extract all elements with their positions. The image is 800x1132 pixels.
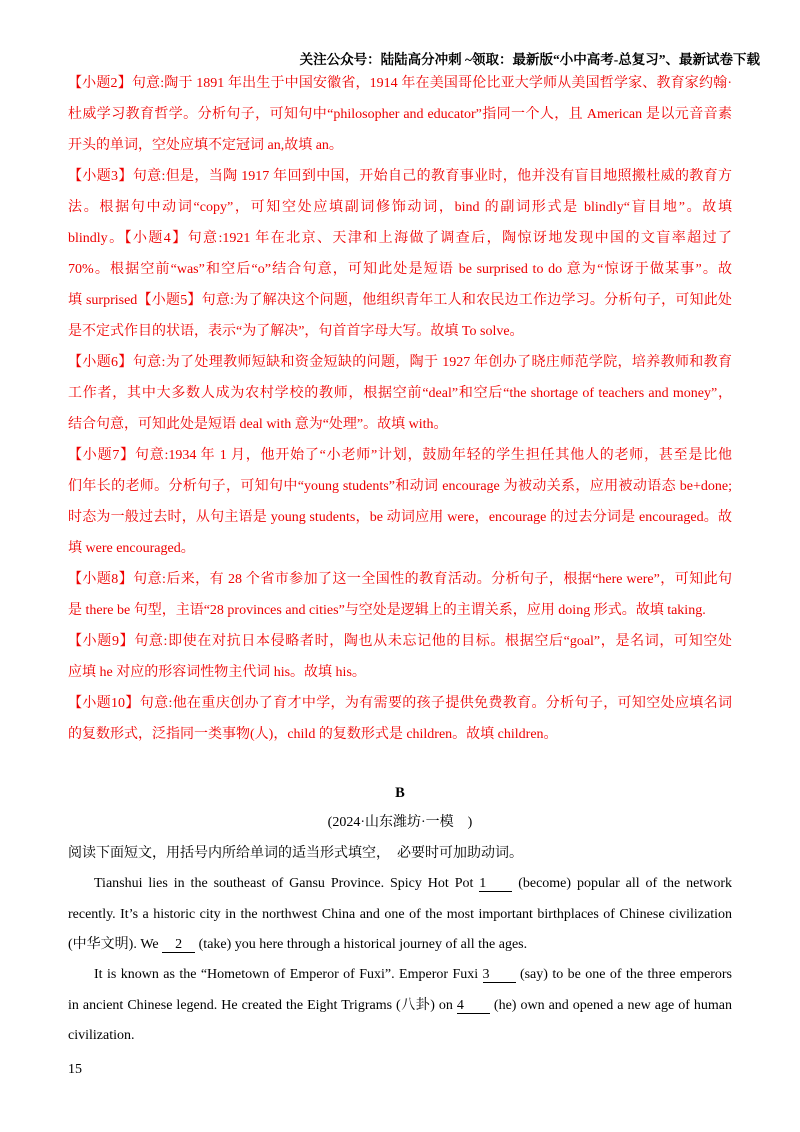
passage-line: [68, 960, 732, 990]
answer-line: 杜威学习教育哲学。分析句子，可知句中“philosopher and educator”指同一个人，且 American 是以元音音素: [68, 107, 732, 122]
answer-paragraph-q6: [68, 347, 732, 440]
answer-line: 应填 he 对应的形容词性物主代词 his。故填 his。: [68, 665, 366, 680]
section-b-exercise: [68, 778, 732, 1052]
answer-paragraph-q3-q5: [68, 161, 732, 347]
line-text: (say) to be one of the three emperors: [515, 967, 732, 983]
answer-blank-2: 2: [162, 937, 195, 953]
answer-line: 们年长的老师。分析句子，可知句中“young students”和动词 encourage 为被动关系，应用被动语态 be+done;: [68, 479, 732, 494]
answer-line: blindly。【小题4】句意:1921 年在北京、天津和上海做了调查后，陶惊讶地发现中国的文盲率超过了: [68, 231, 732, 246]
answer-blank-3: 3: [483, 967, 516, 983]
answer-line: 法。根据句中动词“copy”，可知空处应填副词修饰动词，bind 的副词形式是 blindly“盲目地”。故填: [68, 200, 732, 215]
line-text: in ancient Chinese legend. He created the Eight Trigrams (八卦) on: [68, 997, 457, 1013]
line-text: It is known as the “Hometown of Emperor of Fuxi”. Emperor Fuxi: [94, 967, 483, 983]
answer-paragraph-q9: [68, 626, 732, 688]
answer-line: 的复数形式，泛指同一类事物(人)，child 的复数形式是 children。故填 children。: [68, 727, 558, 742]
answer-line: 工作者，其中大多数人成为农村学校的教师，根据空前“deal”和空后“the shortage of teachers and money”，: [68, 386, 732, 401]
passage-line: [68, 869, 732, 899]
answer-explanations: [68, 68, 732, 750]
exercise-instruction: 阅读下面短文，用括号内所给单词的适当形式填空， 必要时可加助动词。: [68, 845, 523, 861]
answer-line: 【小题7】句意:1934 年 1 月，他开始了“小老师”计划，鼓励年轻的学生担任其他人的老师，甚至是比他: [68, 448, 732, 463]
answer-paragraph-q8: [68, 564, 732, 626]
answer-paragraph-q2: [68, 68, 732, 161]
page-number: 15: [68, 1062, 82, 1077]
answer-line: 【小题10】句意:他在重庆创办了育才中学，为有需要的孩子提供免费教育。分析句子，可知空处应填名词: [68, 696, 732, 711]
passage-paragraph-1: [68, 869, 732, 960]
answer-paragraph-q7: [68, 440, 732, 564]
answer-blank-4: 4: [457, 998, 490, 1014]
answer-line: 填 were encouraged。: [68, 541, 195, 556]
answer-line: 【小题6】句意:为了处理教师短缺和资金短缺的问题，陶于 1927 年创办了晓庄师范学院，培养教师和教育: [68, 355, 732, 370]
line-text: (become) popular all of the network: [512, 876, 732, 892]
answer-line: 时态为一般过去时，从句主语是 young students，be 动词应用 were，encourage 的过去分词是 encouraged。故: [68, 510, 732, 525]
answer-line: 是不定式作目的状语，表示“为了解决”，句首首字母大写。故填 To solve。: [68, 324, 524, 339]
answer-line: 【小题8】句意:后来，有 28 个省市参加了这一全国性的教育活动。分析句子，根据“here were”，可知此句: [68, 572, 732, 587]
passage-line: [68, 930, 732, 960]
line-text: (he) own and opened a new age of human: [489, 997, 732, 1013]
section-label: B: [395, 785, 405, 801]
answer-line: 【小题2】句意:陶于 1891 年出生于中国安徽省，1914 年在美国哥伦比亚大学师从美国哲学家、教育家约翰·: [68, 76, 732, 91]
passage-line: civilization.: [68, 1028, 135, 1044]
answer-line: 70%。根据空前“was”和空后“o”结合句意，可知此处是短语 be surprised to do 意为“惊讶于做某事”。故: [68, 262, 732, 277]
answer-line: 是 there be 句型，主语“28 provinces and cities”与空处是逻辑上的主谓关系，应用 doing 形式。故填 taking.: [68, 603, 706, 618]
page-header-promo: 关注公众号：陆陆高分冲刺 ~领取：最新版“小中高考-总复习”、最新试卷下载: [299, 52, 760, 67]
answer-paragraph-q10: [68, 688, 732, 750]
answer-line: 填 surprised【小题5】句意:为了解决这个问题，他组织青年工人和农民边工作边学习。分析句子，可知此处: [68, 293, 732, 308]
answer-blank-1: 1: [479, 876, 512, 892]
exam-source: (2024·山东潍坊·一模 ): [327, 815, 473, 831]
passage-line: recently. It’s a historic city in the northwest China and one of the most important birthplaces of Chinese civilization: [68, 906, 732, 922]
line-text: Tianshui lies in the southeast of Gansu Province. Spicy Hot Pot: [94, 876, 480, 892]
line-text: (take) you here through a historical journey of all the ages.: [195, 936, 528, 952]
passage-line: [68, 991, 732, 1021]
passage-paragraph-2: [68, 960, 732, 1051]
answer-line: 【小题9】句意:即使在对抗日本侵略者时，陶也从未忘记他的目标。根据空后“goal”，是名词，可知空处: [68, 634, 732, 649]
line-text: (中华文明). We: [68, 936, 163, 952]
answer-line: 开头的单词，空处应填不定冠词 an,故填 an。: [68, 138, 343, 153]
answer-line: 【小题3】句意:但是，当陶 1917 年回到中国，开始自己的教育事业时，他并没有盲目地照搬杜威的教育方: [68, 169, 732, 184]
answer-line: 结合句意，可知此处是短语 deal with 意为“处理”。故填 with。: [68, 417, 448, 432]
